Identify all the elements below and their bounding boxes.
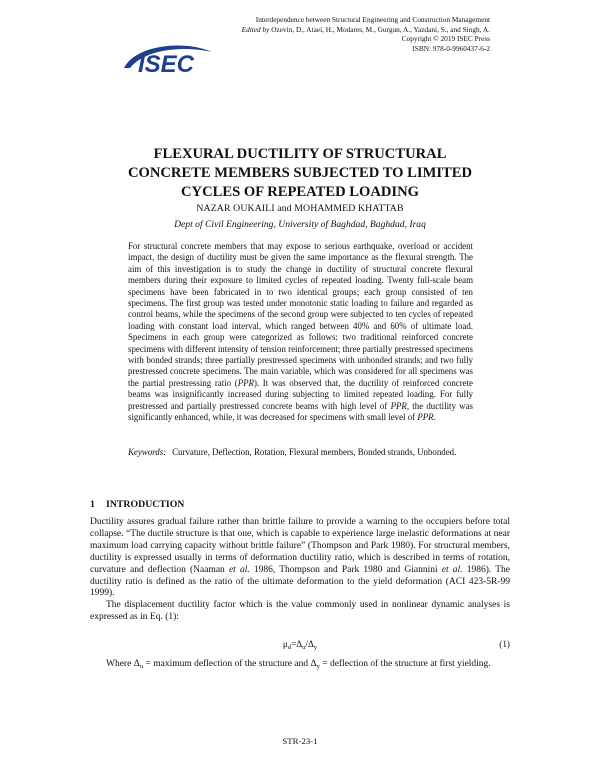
where-text-2: = maximum deflection of the structure and Δ	[143, 659, 317, 669]
where-text-3: = deflection of the structure at first yielding.	[319, 659, 491, 669]
affiliation: Dept of Civil Engineering, University of Baghdad, Baghdad, Iraq	[174, 219, 426, 230]
abstract-ppr: PPR	[237, 377, 254, 388]
section-title: INTRODUCTION	[106, 499, 185, 510]
where-sub-y: y	[316, 663, 320, 670]
abstract	[128, 241, 473, 424]
section-heading	[90, 499, 184, 510]
eq-mu: μ	[282, 639, 288, 649]
intro-text-2: 1986, Thompson and Park 1980 and Giannini	[249, 564, 442, 575]
abstract-text-1: For structural concrete members that may expose to serious earthquake, overload or accident impact, the design of ductility must be given the same importance as the flexural strength. The aim of this investigation is to study the change in ductility of structural concrete flexural members during their exposure to limited cycles of repeated loading. Twenty full-scale beam specimens have been fabricated in to two identical groups; each group consisted of ten specimens. The first group was tested under monotonic static loading to failure and regarded as control beams, while the specimens of the second group were subjected to ten cycles of repeated loading with constant load interval, which ranged between 40% and 60% of ultimate load. Specimens in each group were categorized as follows: two traditional reinforced concrete specimens with different intensity of tension reinforcement; three partially prestressed specimens with bonded strands; three partially prestressed specimens with unbonded strands; and two fully prestressed concrete specimens. The main variable, which was considered for all specimens was the partial prestressing ratio (	[128, 241, 473, 388]
title-line-1: FLEXURAL DUCTILITY OF STRUCTURAL	[153, 146, 447, 162]
keywords	[128, 447, 473, 458]
abstract-text-4: .	[433, 412, 436, 423]
intro-text-1: Ductility assures gradual failure rather than brittle failure to provide a warning to the occupiers before total collapse. “The ductile structure is that one, which is capable to experience large inelastic deformations at near maximum load carrying capacity without brittle failure” (Thompson and Park 1980). For structural members, ductility is expressed usually in terms of deformation ductility ratio, which is described in terms of rotation, curvature and deflection (Naaman	[90, 517, 510, 575]
abstract-text-3: , the ductility was significantly enhanced, while, it was decreased for specimens with small level of	[128, 400, 473, 423]
header-copyright: Copyright © 2019 ISEC Press	[401, 34, 490, 44]
intro-paragraph-1	[90, 517, 510, 600]
page-footer: STR-23-1	[282, 736, 318, 746]
abstract-ppr: PPR	[417, 412, 434, 423]
introduction-body	[90, 517, 510, 624]
where-text-1: Where Δ	[106, 659, 140, 669]
proceedings-header	[190, 15, 490, 53]
title-line-3: CYCLES OF REPEATED LOADING	[181, 184, 419, 200]
authors: NAZAR OUKAILI and MOHAMMED KHATTAB	[196, 203, 404, 214]
where-sub-u: u	[139, 663, 144, 670]
abstract-text-2: ). It was observed that, the ductility of reinforced concrete beams was insignificantly increased during subjecting to limited repeated loading. For fully prestressed and partially prestressed concrete beams with high level of	[128, 377, 474, 411]
logo-text: ISEC	[137, 51, 195, 78]
header-line-1: Interdependence between Structural Engineering and Construction Management	[255, 15, 490, 24]
paper-title	[90, 145, 510, 202]
et-al: et al.	[228, 564, 250, 575]
title-line-2: CONCRETE MEMBERS SUBJECTED TO LIMITED	[127, 165, 473, 181]
eq-sub-u: u	[302, 644, 306, 651]
where-paragraph	[90, 659, 510, 671]
eq-sub-y: y	[313, 644, 318, 651]
abstract-ppr: PPR	[390, 400, 407, 411]
intro-text-3: 1986). The ductility ratio is defined as the ratio of the ultimate deformation to the yield deformation (ACI 423-5R-99 1999).	[90, 564, 510, 599]
header-isbn: ISBN: 978-0-9960437-6-2	[412, 43, 490, 53]
editors: Ozevin, D., Ataei, H., Modares, M., Gurgun, A., Yazdani, S., and Singh, A.	[271, 24, 490, 34]
eq-delta-u: =Δ	[291, 639, 303, 649]
header-editors-line	[190, 25, 490, 35]
eq-sub-d: d	[287, 644, 292, 651]
eq-delta-y: /Δ	[305, 639, 314, 649]
edited-by-label: Edited by	[241, 24, 270, 34]
equation-number: (1)	[499, 639, 510, 649]
equation-formula	[90, 639, 510, 649]
intro-paragraph-2: The displacement ductility factor which is the value commonly used in nonlinear dynamic analyses is expressed as in Eq. (1):	[90, 600, 510, 623]
et-al: et al.	[441, 564, 463, 575]
abstract-paragraph	[128, 241, 473, 424]
keywords-text: Curvature, Deflection, Rotation, Flexural members, Bonded strands, Unbonded.	[172, 447, 457, 457]
keywords-label: Keywords:	[128, 447, 167, 457]
equation-definition	[90, 659, 510, 671]
section-number: 1	[90, 499, 95, 510]
